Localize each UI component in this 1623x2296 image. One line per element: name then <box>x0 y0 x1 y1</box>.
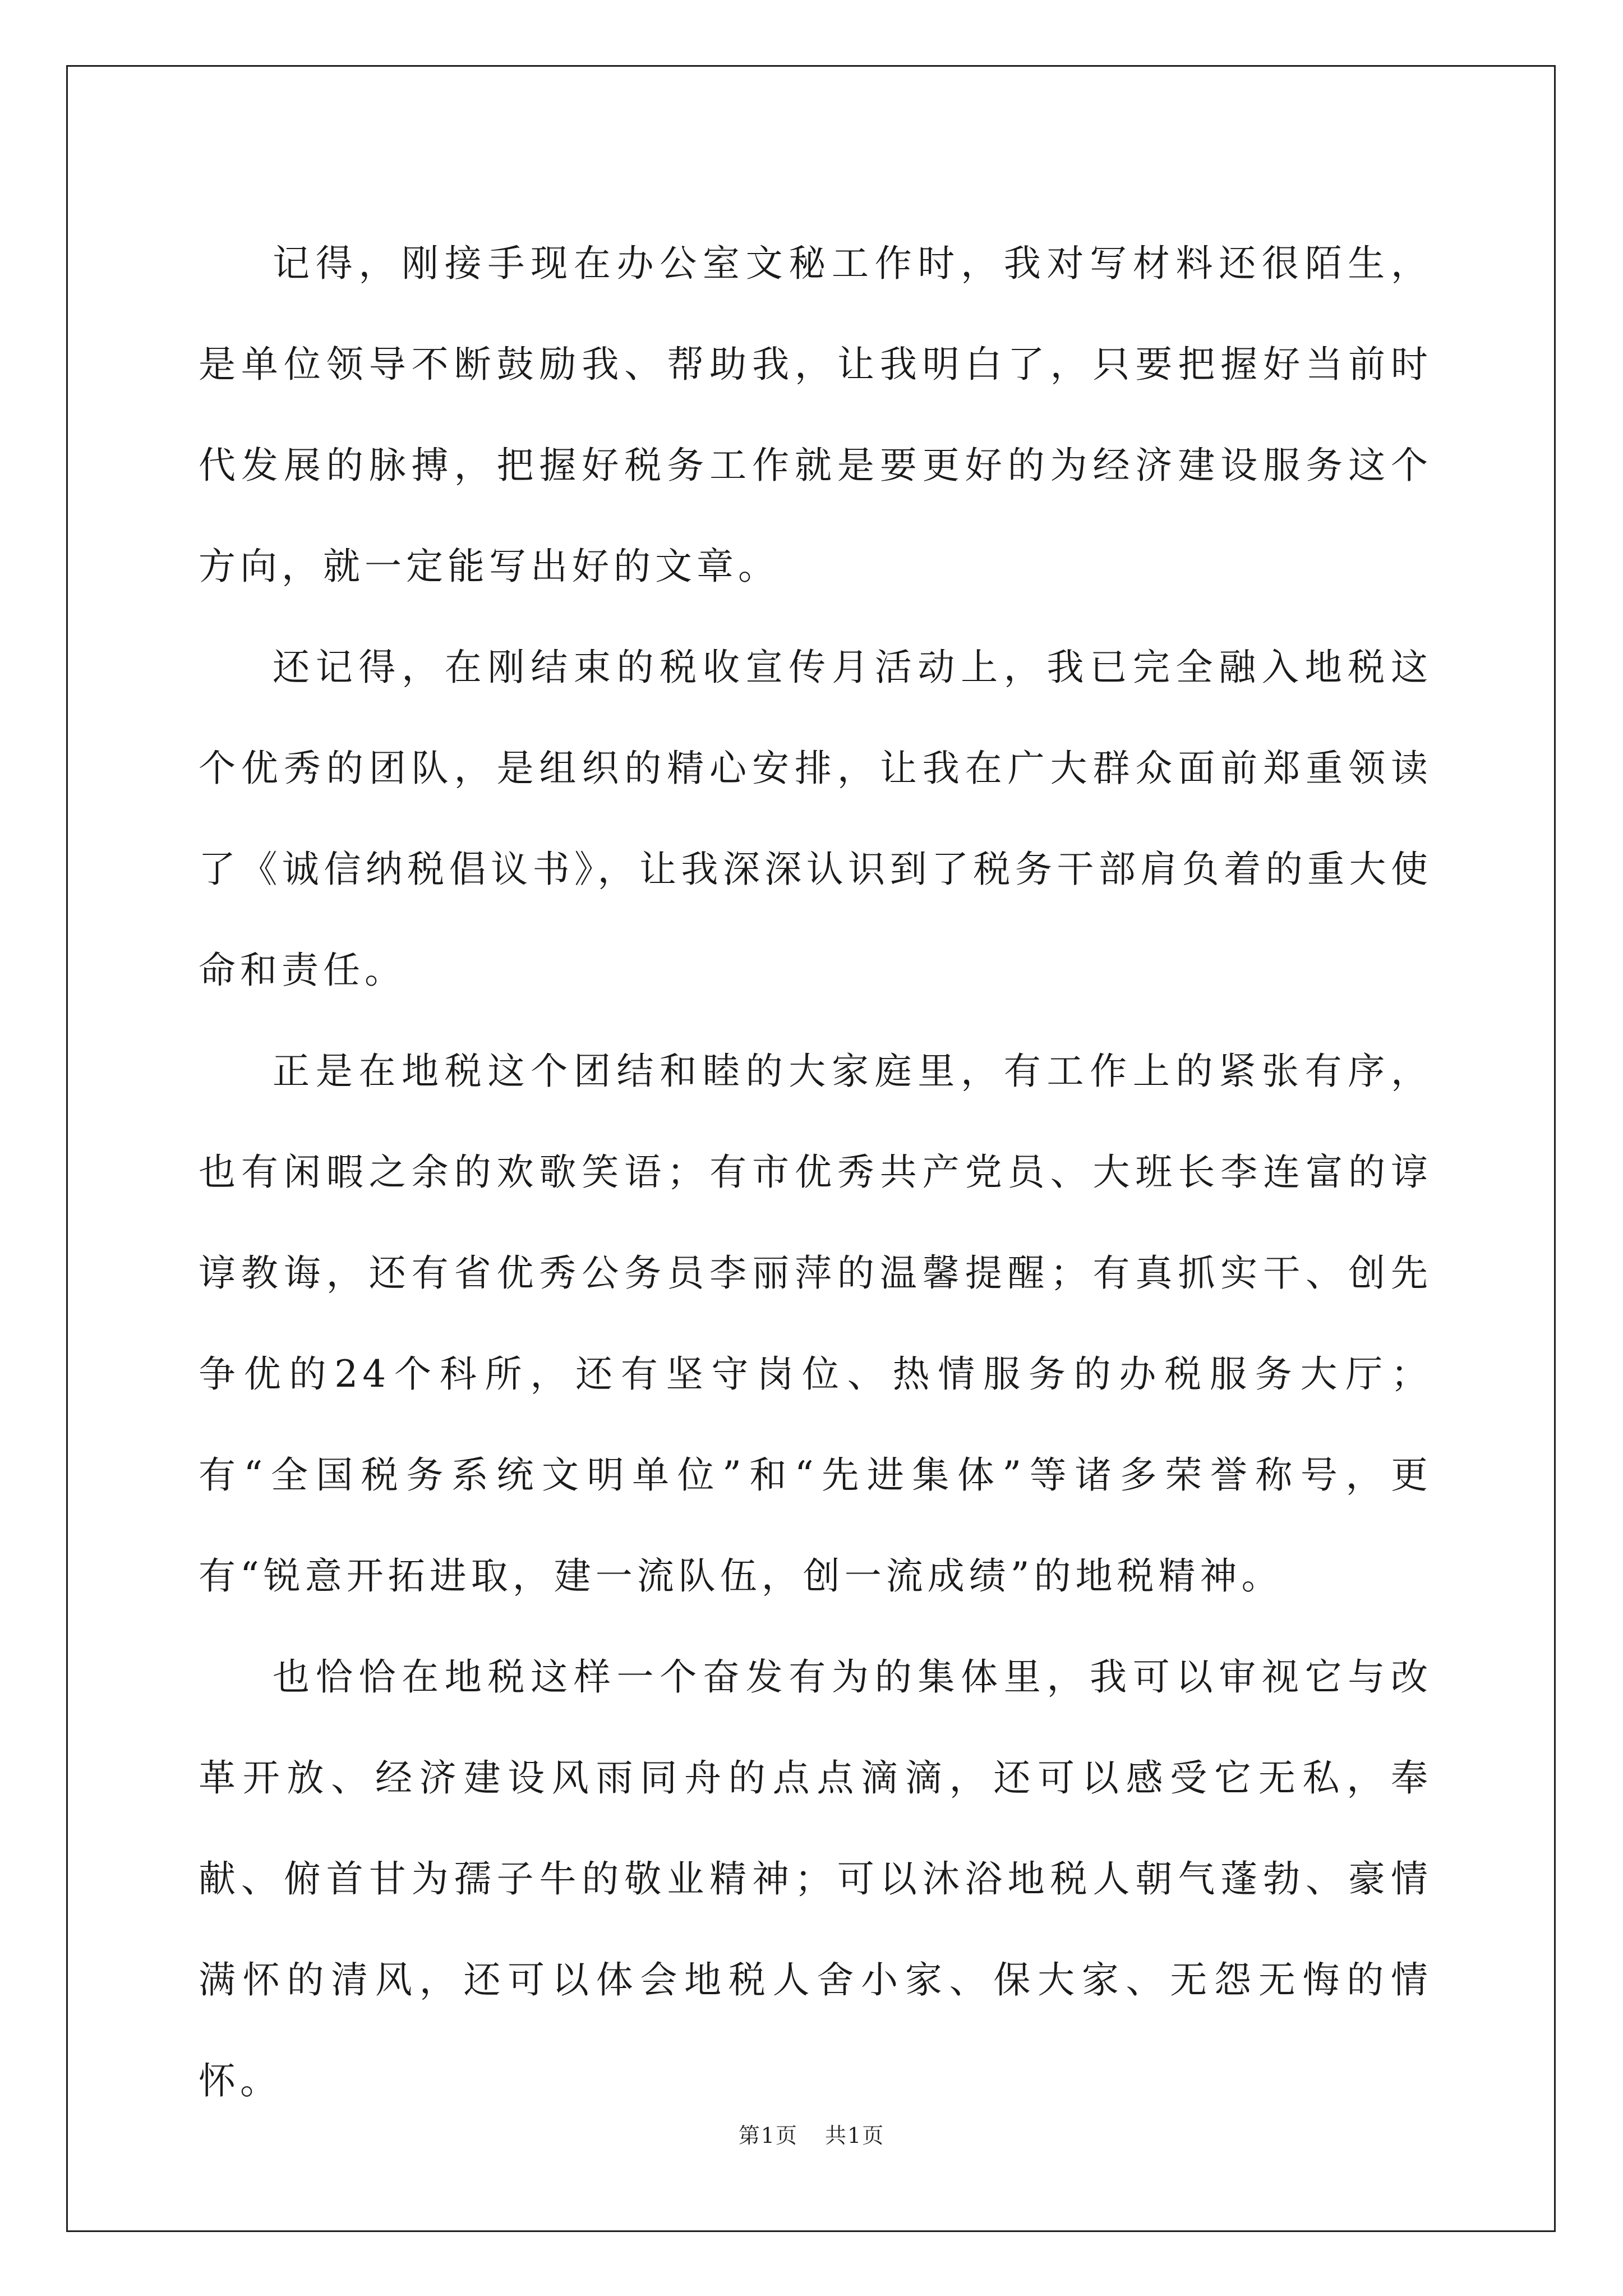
page-total: 共1页 <box>825 2123 885 2148</box>
page-footer <box>0 2118 1623 2149</box>
paragraph: 还记得，在刚结束的税收宣传月活动上，我已完全融入地税这个优秀的团队，是组织的精心安排，让我在广大群众面前郑重领读了《诚信纳税倡议书》，让我深深认识到了税务干部肩负着的重大使命和责任。 <box>199 646 1432 992</box>
paragraph: 也恰恰在地税这样一个奋发有为的集体里，我可以审视它与改革开放、经济建设风雨同舟的点点滴滴，还可以感受它无私，奉献、俯首甘为孺子牛的敬业精神；可以沐浴地税人朝气蓬勃、豪情满怀的清风，还可以体会地税人舍小家、保大家、无怨无悔的情怀。 <box>199 1655 1432 2102</box>
paragraph: 记得，刚接手现在办公室文秘工作时，我对写材料还很陌生，是单位领导不断鼓励我、帮助我，让我明白了，只要把握好当前时代发展的脉搏，把握好税务工作就是要更好的为经济建设服务这个方向，就一定能写出好的文章。 <box>199 242 1432 588</box>
document-body <box>199 213 1432 2132</box>
paragraph: 正是在地税这个团结和睦的大家庭里，有工作上的紧张有序，也有闲暇之余的欢歌笑语；有市优秀共产党员、大班长李连富的谆谆教诲，还有省优秀公务员李丽萍的温馨提醒；有真抓实干、创先争优的24个科所，还有坚守岗位、热情服务的办税服务大厅；有“全国税务系统文明单位”和“先进集体”等诸多荣誉称号，更有“锐意开拓进取，建一流队伍，创一流成绩”的地税精神。 <box>199 1050 1432 1598</box>
page-number: 第1页 <box>738 2123 798 2148</box>
